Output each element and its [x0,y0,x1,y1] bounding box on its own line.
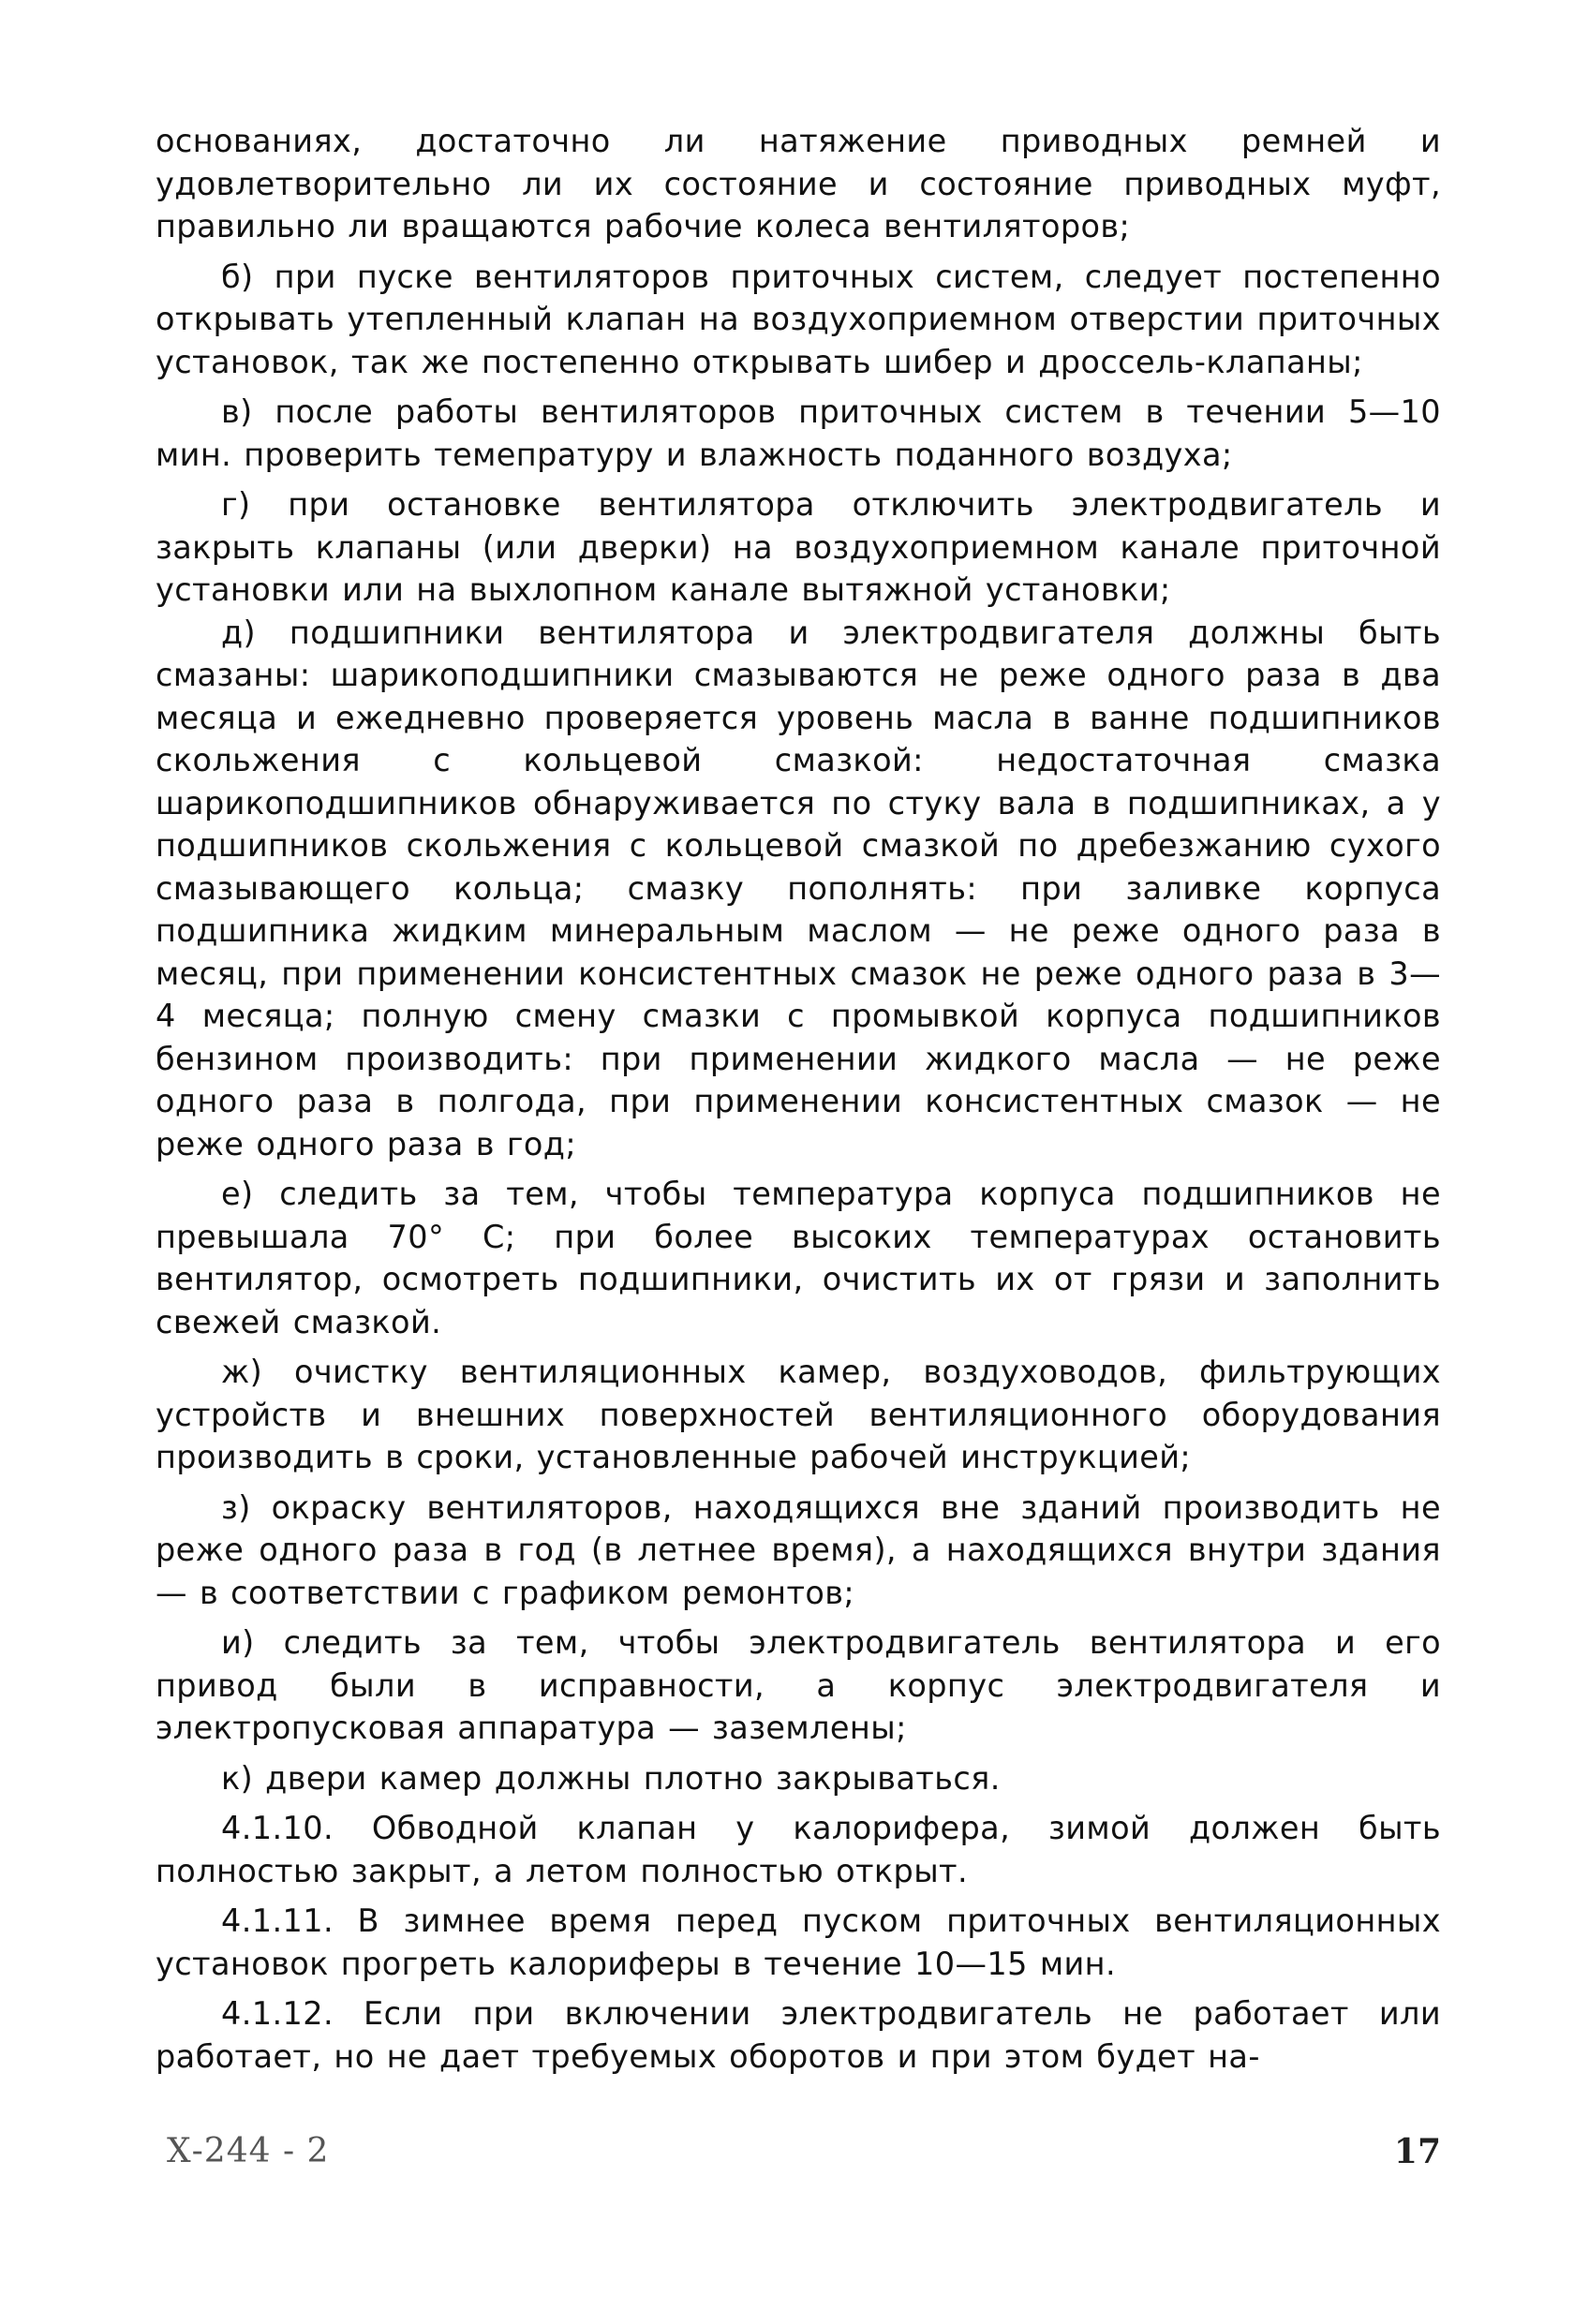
paragraph-section-4-1-11: 4.1.11. В зимнее время перед пуском приточных вентиляционных установок прогреть калориферы в течение 10—15 мин. [156,1902,1441,1982]
paragraph-item-b: б) при пуске вентиляторов приточных систем, следует постепенно открывать утепленный клапан на воздухоприемном отверстии приточных установок, так же постепенно открывать шибер и дроссель-клапаны; [156,258,1441,380]
paragraph-section-4-1-10: 4.1.10. Обводной клапан у калорифера, зимой должен быть полностью закрыт, а летом полностью открыт. [156,1810,1441,1889]
paragraph-item-zh: ж) очистку вентиляционных камер, воздуховодов, фильтрующих устройств и внешних поверхностей вентиляционного оборудования производить в сроки, установленные рабочей инструкцией; [156,1354,1441,1475]
paragraph-item-g: г) при остановке вентилятора отключить электродвигатель и закрыть клапаны (или дверки) на воздухоприемном канале приточной установки или на выхлопном канале вытяжной установки; [156,486,1441,608]
paragraph-item-v: в) после работы вентиляторов приточных систем в течении 5—10 мин. проверить темепратуру и влажность поданного воздуха; [156,393,1441,473]
document-page [156,120,1441,2274]
paragraph-item-z: з) окраску вентиляторов, находящихся вне зданий производить не реже одного раза в год (в летнее время), а находящихся внутри здания — в соответствии с графиком ремонтов; [156,1488,1441,1611]
paragraph-continuation: основаниях, достаточно ли натяжение приводных ремней и удовлетворительно ли их состояние и состояние приводных муфт, правильно ли вращаются рабочие колеса вентиляторов; [156,123,1441,244]
paragraph-item-e: е) следить за тем, чтобы температура корпуса подшипников не превышала 70° С; при более высоких температурах остановить вентилятор, осмотреть подшипники, очистить их от грязи и заполнить свежей смазкой. [156,1176,1441,1340]
page-number: 17 [1393,2132,1441,2171]
paragraph-section-4-1-12: 4.1.12. Если при включении электродвигатель не работает или работает, но не дает требуемых оборотов и при этом будет на- [156,1995,1441,2075]
page-footer [156,2132,1441,2188]
paragraph-item-d: д) подшипники вентилятора и электродвигателя должны быть смазаны: шарикоподшипники смазываются не реже одного раза в два месяца и ежедневно проверяется уровень масла в ванне подшипников скольжения с кольцевой смазкой: недостаточная смазка шарикоподшипников обнаруживается по стуку вала в подшипниках, а у подшипников скольжения с кольцевой смазкой по дребезжанию сухого смазывающего кольца; смазку пополнять: при заливке корпуса подшипника жидким минеральным маслом — не реже одного раза в месяц, при применении консистентных смазок не реже одного раза в 3—4 месяца; полную смену смазки с промывкой корпуса подшипников бензином производить: при применении жидкого масла — не реже одного раза в полгода, при применении консистентных смазок — не реже одного раза в год; [156,614,1441,1162]
footer-print-code: Х-244 - 2 [167,2132,330,2170]
paragraph-item-k: к) двери камер должны плотно закрываться. [221,1759,1001,1797]
paragraph-item-i: и) следить за тем, чтобы электродвигатель вентилятора и его привод были в исправности, а корпус электродвигателя и электропусковая аппаратура — заземлены; [156,1624,1441,1746]
